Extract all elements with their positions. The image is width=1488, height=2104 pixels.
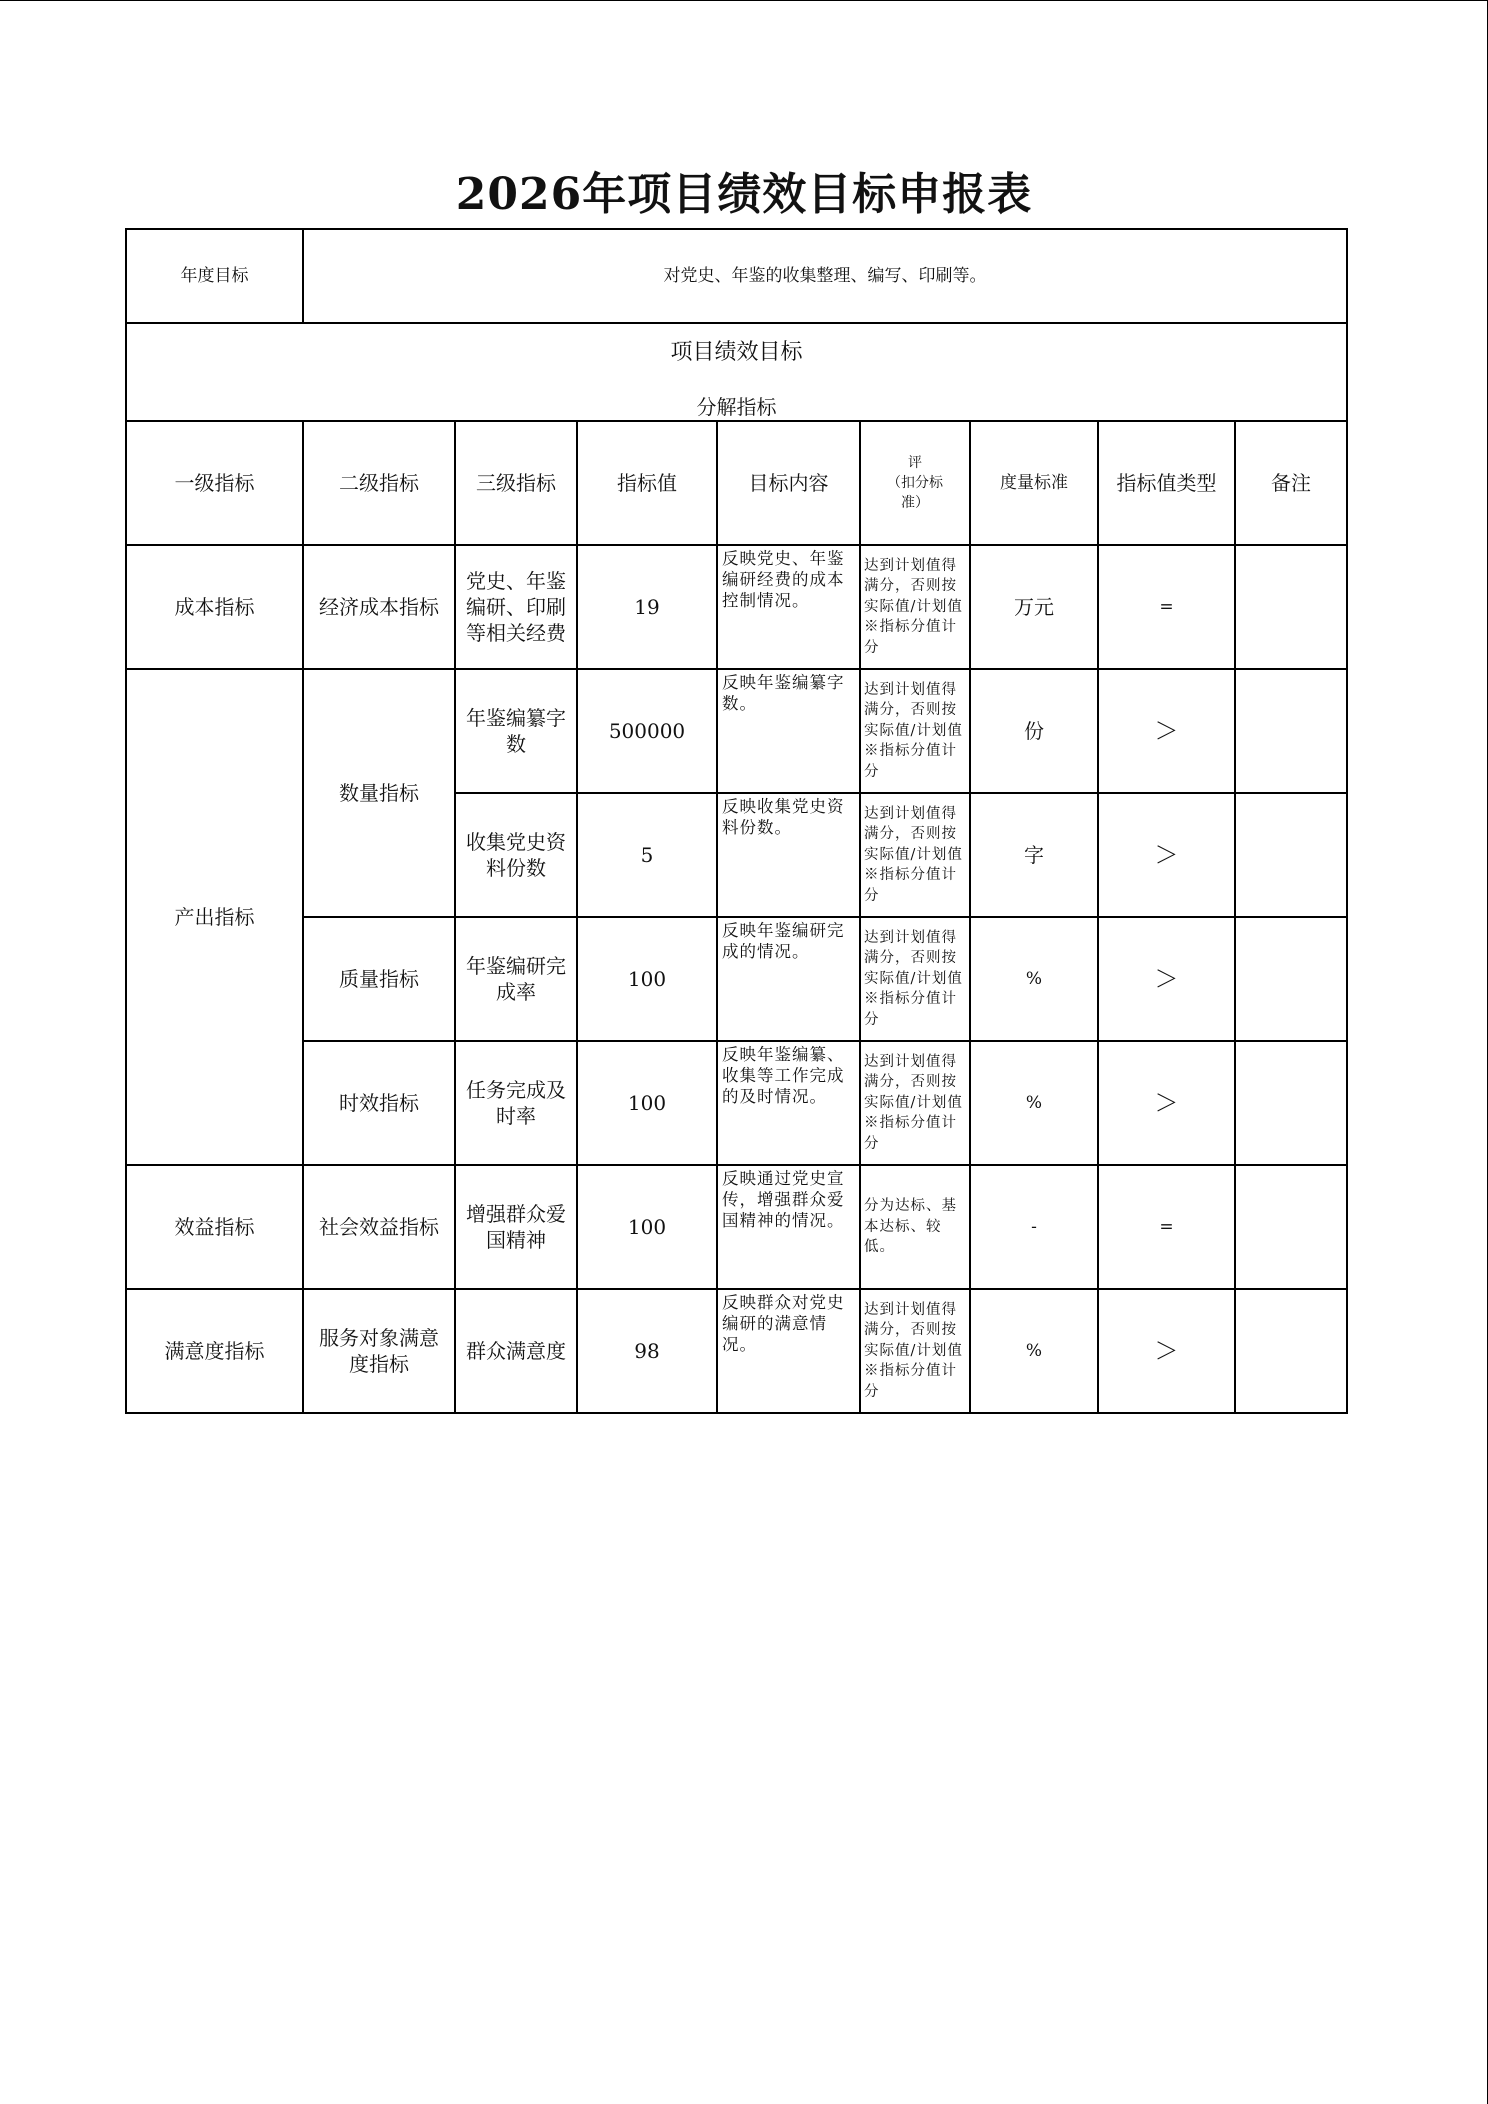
level2-cell: 时效指标: [303, 1041, 455, 1165]
header-eval: [860, 421, 970, 545]
value-cell: 100: [577, 1041, 717, 1165]
type-cell: ＞: [1098, 1041, 1235, 1165]
measure-cell: %: [970, 1289, 1098, 1413]
header-row: [126, 421, 1347, 545]
content-cell: 反映年鉴编研完成的情况。: [717, 917, 860, 1041]
level3-cell: 群众满意度: [455, 1289, 577, 1413]
level1-cell: 满意度指标: [126, 1289, 303, 1413]
value-cell: 100: [577, 1165, 717, 1289]
measure-cell: %: [970, 1041, 1098, 1165]
level1-cell: 成本指标: [126, 545, 303, 669]
remark-cell: [1235, 1165, 1347, 1289]
level3-cell: 任务完成及时率: [455, 1041, 577, 1165]
annual-goal-label: 年度目标: [126, 229, 303, 323]
measure-cell: %: [970, 917, 1098, 1041]
header-value-type: 指标值类型: [1098, 421, 1235, 545]
measure-cell: -: [970, 1165, 1098, 1289]
level2-cell: 服务对象满意度指标: [303, 1289, 455, 1413]
page-top-border: [0, 0, 1488, 1]
type-cell: ＞: [1098, 917, 1235, 1041]
level1-cell: 效益指标: [126, 1165, 303, 1289]
measure-cell: 字: [970, 793, 1098, 917]
remark-cell: [1235, 1041, 1347, 1165]
remark-cell: [1235, 917, 1347, 1041]
level2-cell: 社会效益指标: [303, 1165, 455, 1289]
remark-cell: [1235, 793, 1347, 917]
header-level2: 二级指标: [303, 421, 455, 545]
level2-cell: 质量指标: [303, 917, 455, 1041]
type-cell: ＞: [1098, 793, 1235, 917]
measure-cell: 份: [970, 669, 1098, 793]
header-remark: 备注: [1235, 421, 1347, 545]
content-cell: 反映年鉴编纂、收集等工作完成的及时情况。: [717, 1041, 860, 1165]
page-title: 2026年项目绩效目标申报表: [455, 169, 1033, 220]
header-content: 目标内容: [717, 421, 860, 545]
section-title: 项目绩效目标: [670, 340, 803, 365]
content-cell: 反映通过党史宣传，增强群众爱国精神的情况。: [717, 1165, 860, 1289]
value-cell: 500000: [577, 669, 717, 793]
table-row: [126, 669, 1347, 793]
level3-cell: 年鉴编研完成率: [455, 917, 577, 1041]
level1-cell: 产出指标: [126, 669, 303, 1165]
table-row: [126, 1289, 1347, 1413]
header-eval-line2: （扣分标: [887, 475, 943, 491]
rule-cell: 达到计划值得满分，否则按实际值/计划值※指标分值计分: [860, 545, 970, 669]
level3-cell: 年鉴编纂字数: [455, 669, 577, 793]
header-measure: 度量标准: [970, 421, 1098, 545]
level3-cell: 党史、年鉴编研、印刷等相关经费: [455, 545, 577, 669]
level2-cell: 数量指标: [303, 669, 455, 917]
content-cell: 反映收集党史资料份数。: [717, 793, 860, 917]
section-cell: [126, 323, 1347, 421]
type-cell: ＞: [1098, 1289, 1235, 1413]
header-level3: 三级指标: [455, 421, 577, 545]
header-value: 指标值: [577, 421, 717, 545]
section-row: [126, 323, 1347, 421]
table-row: [126, 1165, 1347, 1289]
header-eval-line3: 准）: [901, 495, 929, 511]
remark-cell: [1235, 669, 1347, 793]
table-row: [126, 1041, 1347, 1165]
content-cell: 反映党史、年鉴编研经费的成本控制情况。: [717, 545, 860, 669]
level3-cell: 增强群众爱国精神: [455, 1165, 577, 1289]
value-cell: 19: [577, 545, 717, 669]
level3-cell: 收集党史资料份数: [455, 793, 577, 917]
rule-cell: 达到计划值得满分，否则按实际值/计划值※指标分值计分: [860, 917, 970, 1041]
rule-cell: 达到计划值得满分，否则按实际值/计划值※指标分值计分: [860, 1041, 970, 1165]
table-row: [126, 917, 1347, 1041]
header-eval-line1: 评: [908, 455, 922, 471]
value-cell: 5: [577, 793, 717, 917]
annual-goal-row: [126, 229, 1347, 323]
type-cell: =: [1098, 1165, 1235, 1289]
header-level1: 一级指标: [126, 421, 303, 545]
type-cell: ＞: [1098, 669, 1235, 793]
rule-cell: 达到计划值得满分，否则按实际值/计划值※指标分值计分: [860, 669, 970, 793]
rule-cell: 达到计划值得满分，否则按实际值/计划值※指标分值计分: [860, 793, 970, 917]
section-subtitle: 分解指标: [696, 395, 777, 419]
value-cell: 98: [577, 1289, 717, 1413]
rule-cell: 达到计划值得满分，否则按实际值/计划值※指标分值计分: [860, 1289, 970, 1413]
measure-cell: 万元: [970, 545, 1098, 669]
remark-cell: [1235, 545, 1347, 669]
table-row: [126, 545, 1347, 669]
value-cell: 100: [577, 917, 717, 1041]
performance-table: [125, 228, 1348, 1414]
type-cell: =: [1098, 545, 1235, 669]
rule-cell: 分为达标、基本达标、较低。: [860, 1165, 970, 1289]
content-cell: 反映群众对党史编研的满意情况。: [717, 1289, 860, 1413]
level2-cell: 经济成本指标: [303, 545, 455, 669]
remark-cell: [1235, 1289, 1347, 1413]
annual-goal-value: 对党史、年鉴的收集整理、编写、印刷等。: [303, 229, 1347, 323]
content-cell: 反映年鉴编纂字数。: [717, 669, 860, 793]
